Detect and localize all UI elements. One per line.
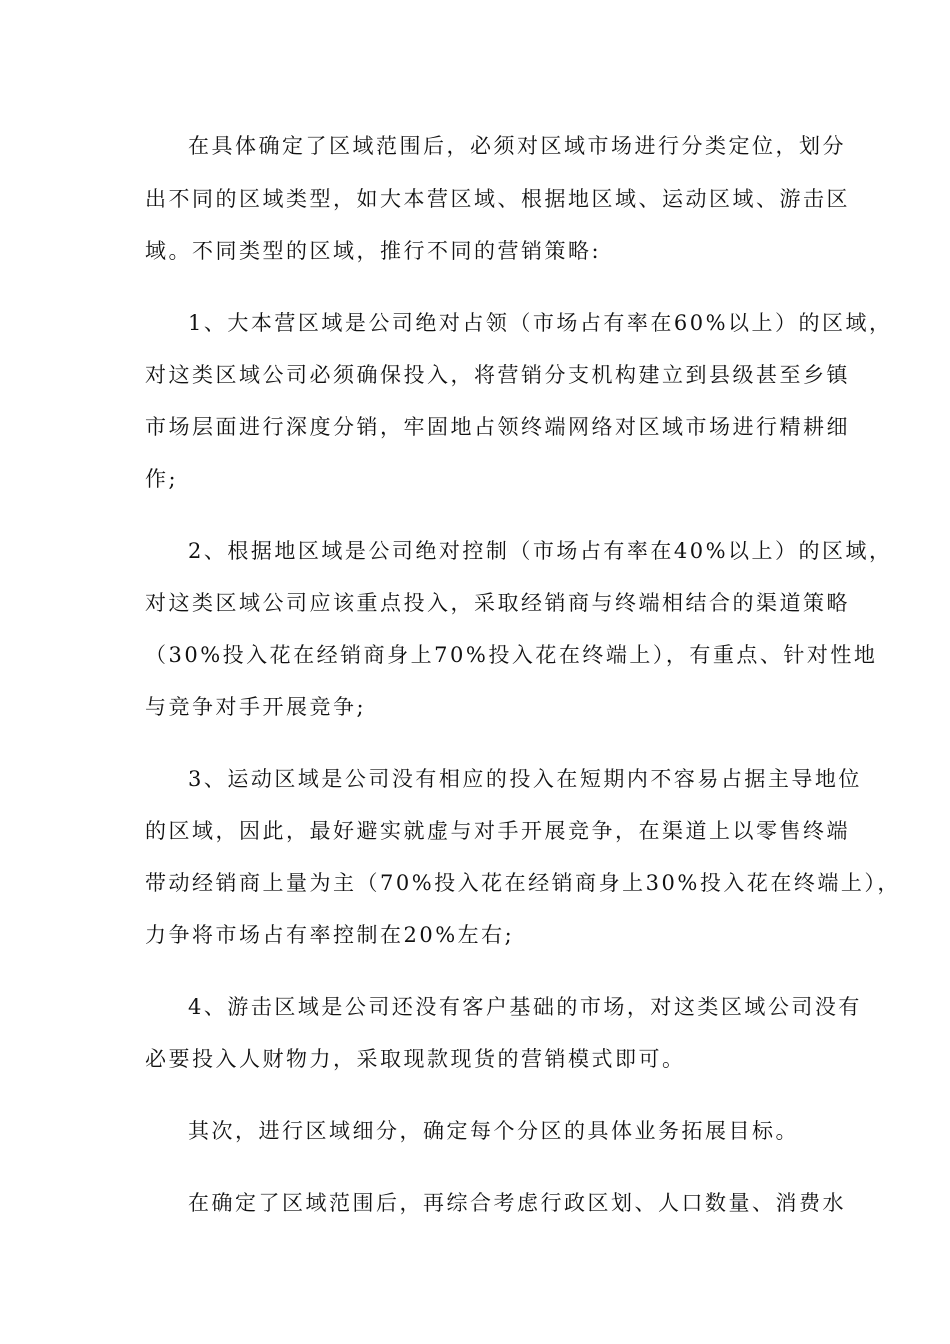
paragraph-4-line-2: 的区域，因此，最好避实就虚与对手开展竞争，在渠道上以零售终端: [145, 819, 850, 843]
paragraph-2-line-3: 市场层面进行深度分销，牢固地占领终端网络对区域市场进行精耕细: [145, 415, 850, 439]
paragraph-5-line-2: 必要投入人财物力，采取现款现货的营销模式即可。: [145, 1047, 686, 1071]
paragraph-3-line-4: 与竞争对手开展竞争;: [145, 695, 367, 719]
paragraph-1-line-1: 在具体确定了区域范围后，必须对区域市场进行分类定位，划分: [188, 134, 846, 158]
paragraph-2-line-2: 对这类区域公司必须确保投入，将营销分支机构建立到县级甚至乡镇: [145, 363, 850, 387]
paragraph-2-line-4: 作;: [145, 467, 179, 491]
paragraph-6-line-1: 其次，进行区域细分，确定每个分区的具体业务拓展目标。: [188, 1119, 799, 1143]
paragraph-5-line-1: 4、游击区域是公司还没有客户基础的市场，对这类区域公司没有: [188, 995, 862, 1019]
paragraph-7-line-1: 在确定了区域范围后，再综合考虑行政区划、人口数量、消费水: [188, 1191, 846, 1215]
paragraph-3-line-3: （30%投入花在经销商身上70%投入花在终端上），有重点、针对性地: [145, 643, 878, 667]
paragraph-1-line-3: 域。不同类型的区域，推行不同的营销策略:: [145, 239, 602, 263]
paragraph-3-line-2: 对这类区域公司应该重点投入，采取经销商与终端相结合的渠道策略: [145, 591, 850, 615]
paragraph-4-line-4: 力争将市场占有率控制在20%左右;: [145, 923, 515, 947]
paragraph-4-line-3: 带动经销商上量为主（70%投入花在经销商身上30%投入花在终端上），: [145, 871, 901, 895]
paragraph-4-line-1: 3、运动区域是公司没有相应的投入在短期内不容易占据主导地位: [188, 767, 862, 791]
paragraph-1-line-2: 出不同的区域类型，如大本营区域、根据地区域、运动区域、游击区: [145, 187, 850, 211]
paragraph-2-line-1: 1、大本营区域是公司绝对占领（市场占有率在60%以上）的区域，: [188, 311, 893, 335]
paragraph-3-line-1: 2、根据地区域是公司绝对控制（市场占有率在40%以上）的区域，: [188, 539, 893, 563]
